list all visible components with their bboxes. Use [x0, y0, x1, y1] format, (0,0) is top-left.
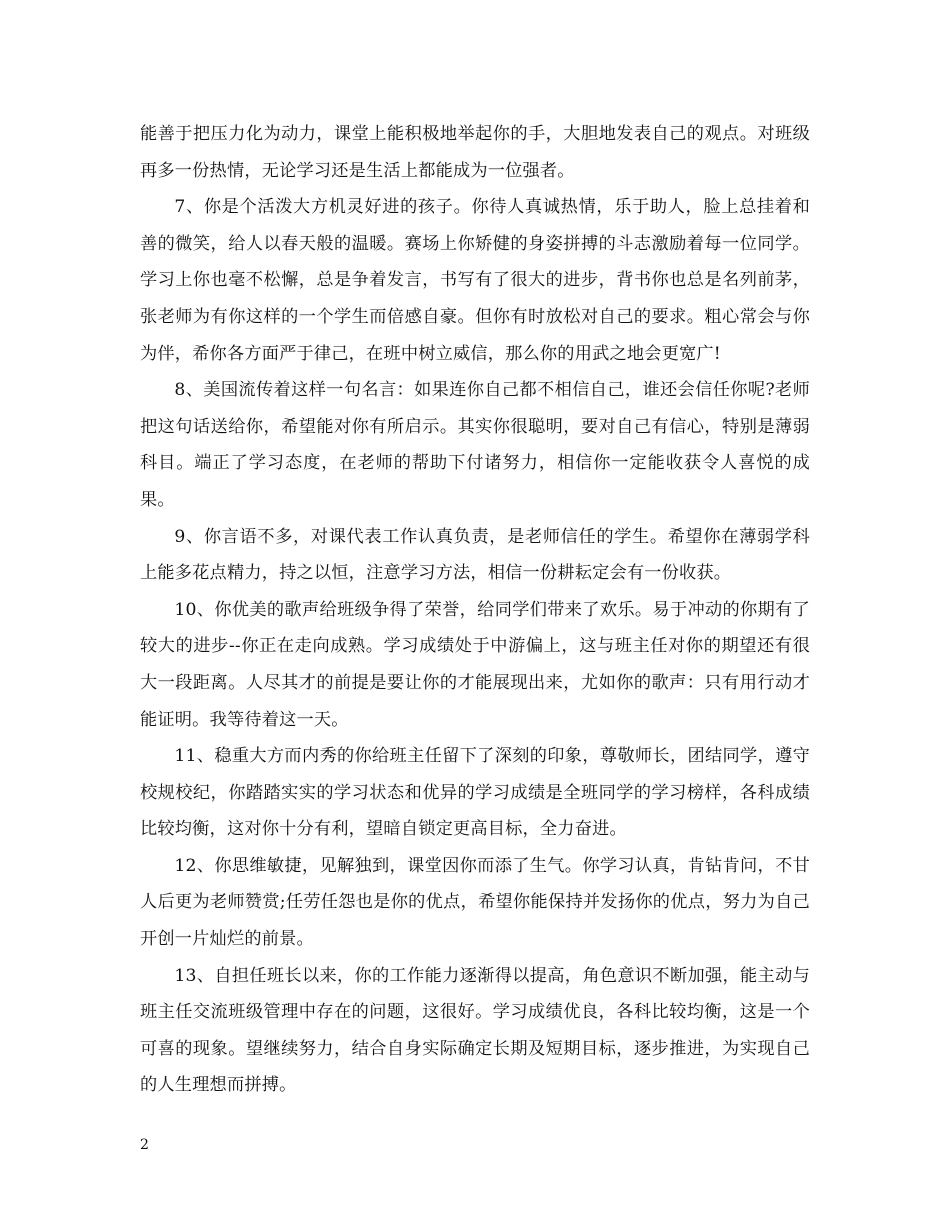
paragraph-comment-9: 9、你言语不多，对课代表工作认真负责，是老师信任的学生。希望你在薄弱学科上能多花点精力，持之以恒，注意学习方法，相信一份耕耘定会有一份收获。: [140, 526, 810, 584]
paragraph-comment-11: 11、稳重大方而内秀的你给班主任留下了深刻的印象，尊敬师长，团结同学，遵守校规校纪，你踏踏实实的学习状态和优异的学习成绩是全班同学的学习榜样，各科成绩比较均衡，这对你十分有利，望暗自锁定更高目标，全力奋进。: [140, 746, 810, 840]
paragraph-continued: 能善于把压力化为动力，课堂上能积极地举起你的手，大胆地发表自己的观点。对班级再多一份热情，无论学习还是生活上都能成为一位强者。: [140, 124, 810, 181]
paragraph-comment-10: 10、你优美的歌声给班级争得了荣誉，给同学们带来了欢乐。易于冲动的你期有了较大的进步--你正在走向成熟。学习成绩处于中游偏上，这与班主任对你的期望还有很大一段距离。人尽其才的前提是要让你的才能展现出来，尤如你的歌声：只有用行动才能证明。我等待着这一天。: [140, 599, 810, 730]
page-number: 2: [140, 1137, 149, 1153]
paragraph-comment-12: 12、你思维敏捷，见解独到，课堂因你而添了生气。你学习认真，肯钻肯问，不甘人后更为老师赞赏;任劳任怨也是你的优点，希望你能保持并发扬你的优点，努力为自己开创一片灿烂的前景。: [140, 855, 810, 950]
paragraph-comment-13: 13、自担任班长以来，你的工作能力逐渐得以提高，角色意识不断加强，能主动与班主任交流班级管理中存在的问题，这很好。学习成绩优良，各科比较均衡，这是一个可喜的现象。望继续努力，结合自身实际确定长期及短期目标，逐步推进，为实现自己的人生理想而拼搏。: [140, 965, 810, 1096]
paragraph-comment-8: 8、美国流传着这样一句名言：如果连你自己都不相信自己，谁还会信任你呢?老师把这句话送给你，希望能对你有所启示。其实你很聪明，要对自己有信心，特别是薄弱科目。端正了学习态度，在老师的帮助下付诸努力，相信你一定能收获令人喜悦的成果。: [140, 380, 810, 510]
paragraph-comment-7: 7、你是个活泼大方机灵好进的孩子。你待人真诚热情，乐于助人，脸上总挂着和善的微笑，给人以春天般的温暖。赛场上你矫健的身姿拼搏的斗志激励着每一位同学。学习上你也毫不松懈，总是争着发言，书写有了很大的进步，背书你也总是名列前茅，张老师为有你这样的一个学生而倍感自豪。但你有时放松对自己的要求。粗心常会与你为伴，希你各方面严于律己，在班中树立威信，那么你的用武之地会更宽广!: [140, 197, 810, 364]
document-body: [140, 116, 810, 1104]
